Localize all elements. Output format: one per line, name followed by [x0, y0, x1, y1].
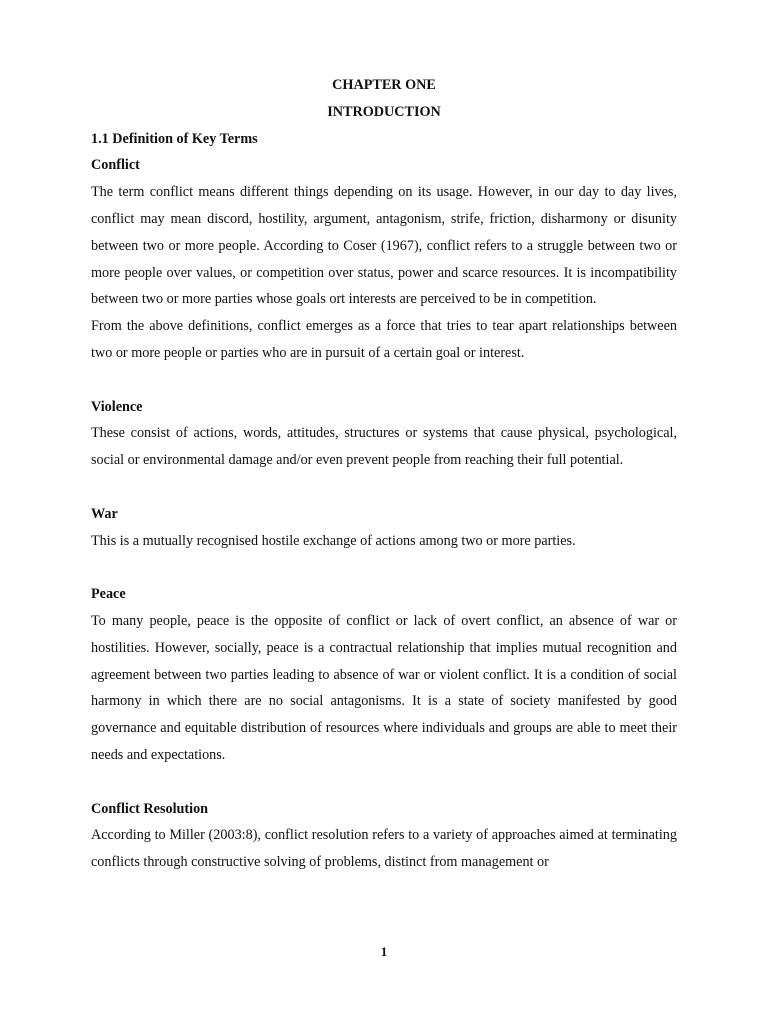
conflict-resolution-paragraph: According to Miller (2003:8), conflict resolution refers to a variety of approaches aimed at terminating conflicts through constructive solving of problems, distinct from management or: [91, 827, 677, 871]
spacer: [91, 554, 677, 581]
spacer: [91, 367, 677, 394]
chapter-title: CHAPTER ONE: [332, 77, 436, 93]
conflict-paragraph-1: The term conflict means different things depending on its usage. However, in our day to day lives, conflict may mean discord, hostility, argument, antagonism, strife, friction, disharmony or disunity between two or more people. According to Coser (1967), conflict refers to a struggle between two or more people over values, or competition over status, power and scarce resources. It is incompatibility between two or more parties whose goals ort interests are perceived to be in competition.: [91, 184, 677, 308]
peace-heading: Peace: [91, 586, 126, 603]
conflict-resolution-heading: Conflict Resolution: [91, 800, 209, 817]
section-heading: 1.1 Definition of Key Terms: [91, 130, 258, 147]
spacer: [91, 474, 677, 501]
war-heading: War: [91, 505, 118, 522]
spacer: [91, 769, 677, 796]
violence-heading: Violence: [91, 398, 143, 415]
conflict-heading: Conflict: [91, 157, 140, 174]
page-number: 1: [380, 944, 388, 959]
page-content: [91, 72, 677, 876]
conflict-paragraph-2: From the above definitions, conflict emerges as a force that tries to tear apart relationships between two or more people or parties who are in pursuit of a certain goal or interest.: [91, 318, 677, 361]
peace-paragraph: To many people, peace is the opposite of conflict or lack of overt conflict, an absence of war or hostilities. However, socially, peace is a contractual relationship that implies mutual recognition and agreement between two parties leading to absence of war or violent conflict. It is a condition of social harmony in which there are no social antagonisms. It is a state of society manifested by good governance and equitable distribution of resources where individuals and groups are able to meet their needs and expectations.: [91, 612, 677, 763]
war-paragraph: This is a mutually recognised hostile exchange of actions among two or more parties.: [91, 532, 576, 549]
violence-paragraph: These consist of actions, words, attitudes, structures or systems that cause physical, psychological, social or environmental damage and/or even prevent people from reaching their full potential.: [91, 425, 677, 469]
chapter-subtitle: INTRODUCTION: [327, 103, 441, 120]
